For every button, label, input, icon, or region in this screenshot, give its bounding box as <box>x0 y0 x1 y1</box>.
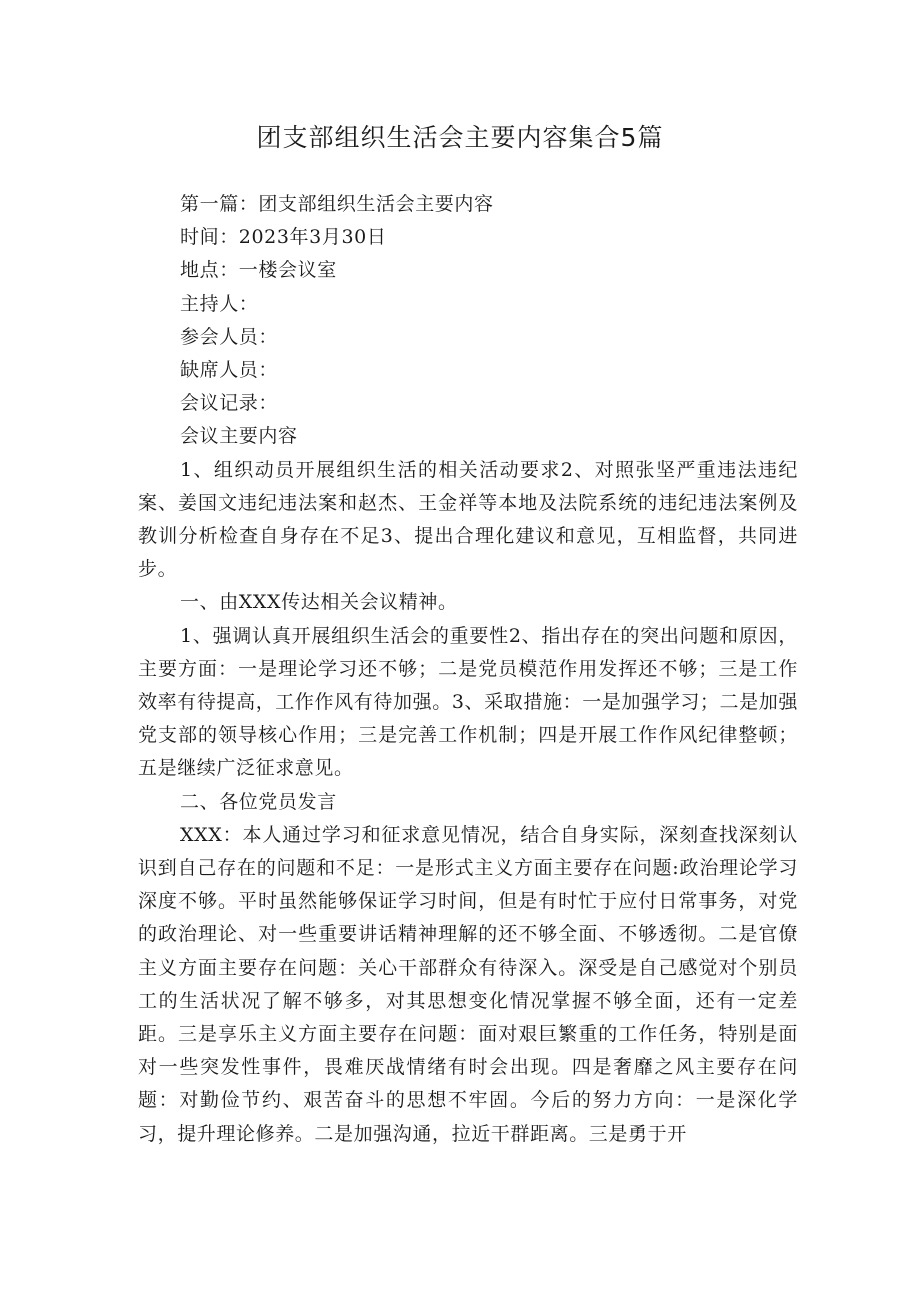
paragraph-host: 主持人： <box>180 292 259 315</box>
paragraph-main-content-items: 1、组织动员开展组织生活的相关活动要求2、对照张坚严重违法违纪案、姜国文违纪违法案和赵杰、王金祥等本地及法院系统的违纪违法案例及教训分析检查自身存在不足3、提出合理化建议和意见，互相监督，共同进步。 <box>138 458 798 581</box>
paragraph-meeting-time: 时间：2023年3月30日 <box>180 226 387 249</box>
paragraph-item-two-heading: 二、各位党员发言 <box>180 790 337 813</box>
paragraph-attendees: 参会人员： <box>180 325 279 348</box>
paragraph-main-content-heading: 会议主要内容 <box>180 425 298 448</box>
paragraph-section-heading: 第一篇：团支部组织生活会主要内容 <box>180 193 494 215</box>
paragraph-item-one-body: 1、强调认真开展组织生活会的重要性2、指出存在的突出问题和原因，主要方面：一是理论学习还不够；二是党员模范作用发挥还不够；三是工作效率有待提高，工作作风有待加强。3、采取措施：一是加强学习；二是加强党支部的领导核心作用；三是完善工作机制；四是开展工作作风纪律整顿；五是继续广泛征求意见。 <box>138 624 798 780</box>
paragraph-minutes: 会议记录： <box>180 392 279 415</box>
paragraph-meeting-location: 地点：一楼会议室 <box>180 259 337 282</box>
paragraph-member-speech: XXX：本人通过学习和征求意见情况，结合自身实际，深刻查找深刻认识到自己存在的问题和不足：一是形式主义方面主要存在问题:政治理论学习深度不够。平时虽然能够保证学习时间，但是有时忙于应付日常事务，对党的政治理论、对一些重要讲话精神理解的还不够全面、不够透彻。二是官僚主义方面主要存在问题：关心干部群众有待深入。深受是自己感觉对个别员工的生活状况了解不够多，对其思想变化情况掌握不够全面，还有一定差距。三是享乐主义方面主要存在问题：面对艰巨繁重的工作任务，特别是面对一些突发性事件，畏难厌战情绪有时会出现。四是奢靡之风主要存在问题：对勤俭节约、艰苦奋斗的思想不牢固。今后的努力方向：一是深化学习，提升理论修养。二是加强沟通，拉近干群距离。三是勇于开 <box>138 823 798 1145</box>
paragraph-item-one-heading: 一、由XXX传达相关会议精神。 <box>180 591 458 614</box>
document-body <box>138 188 798 1151</box>
document-title: 团支部组织生活会主要内容集合5篇 <box>256 123 664 152</box>
paragraph-absentees: 缺席人员： <box>180 359 279 382</box>
